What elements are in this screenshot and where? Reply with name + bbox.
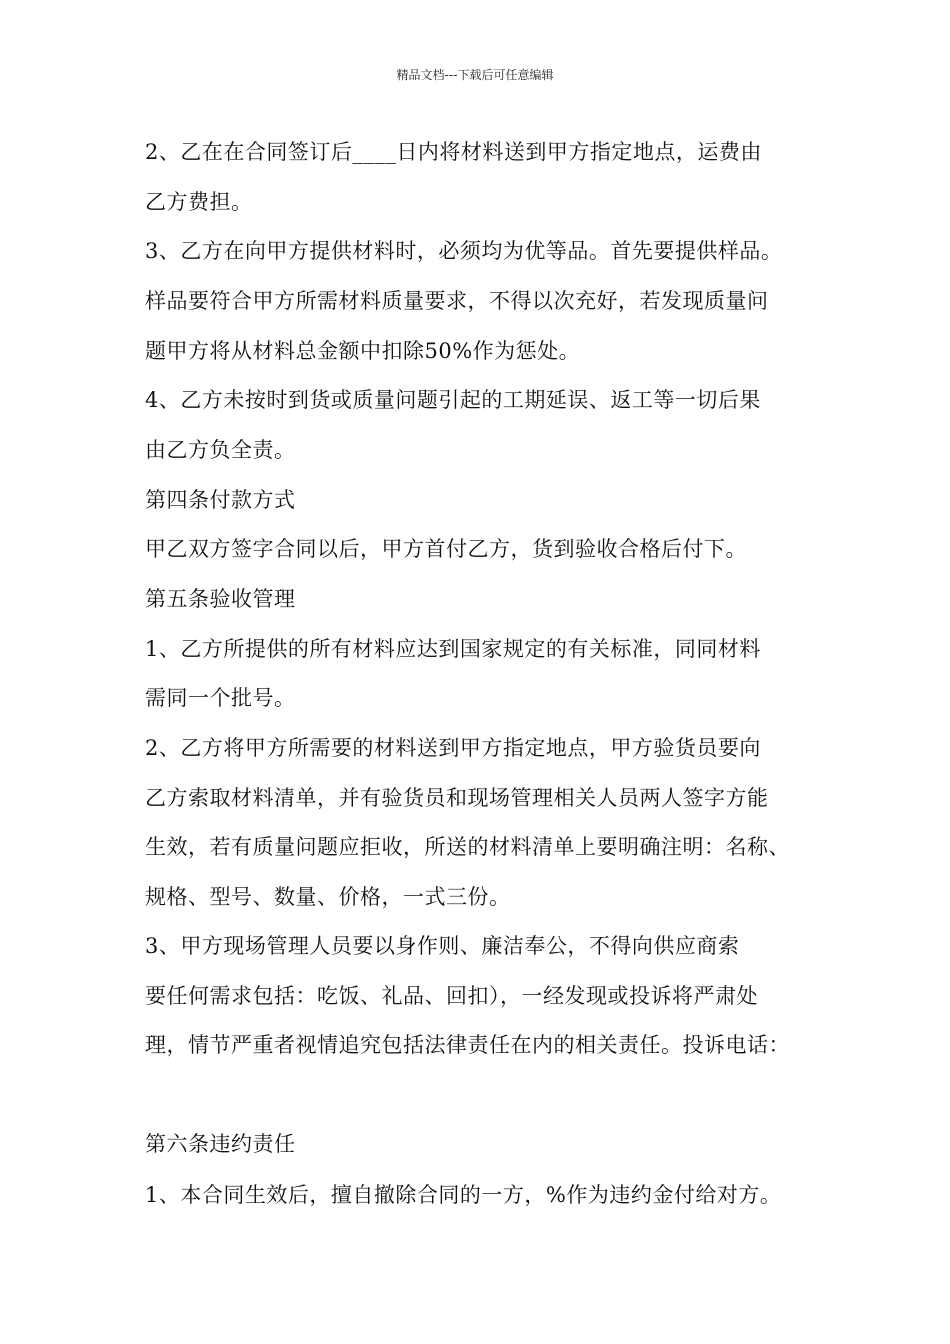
text-line: 4、乙方未按时到货或质量问题引起的工期延误、返工等一切后果 <box>145 388 761 412</box>
text-line: 1、本合同生效后，擅自撤除合同的一方，%作为违约金付给对方。 <box>145 1183 782 1207</box>
text-line: 甲乙双方签字合同以后，甲方首付乙方，货到验收合格后付下。 <box>145 537 747 561</box>
text-line: 乙方费担。 <box>145 190 253 214</box>
text-line: 3、乙方在向甲方提供材料时，必须均为优等品。首先要提供样品。 <box>145 239 783 263</box>
text-line: 1、乙方所提供的所有材料应达到国家规定的有关标准，同同材料 <box>145 637 761 661</box>
section-heading: 第六条违约责任 <box>145 1132 296 1156</box>
text-line: 规格、型号、数量、价格，一式三份。 <box>145 885 511 909</box>
section-heading: 第四条付款方式 <box>145 488 296 512</box>
text-line: 生效，若有质量问题应拒收，所送的材料清单上要明确注明：名称、 <box>145 835 790 859</box>
text-line: 题甲方将从材料总金额中扣除50%作为惩处。 <box>145 339 581 363</box>
text-line: 由乙方负全责。 <box>145 438 296 462</box>
text-line: 要任何需求包括：吃饭、礼品、回扣），一经发现或投诉将严肃处 <box>145 984 758 1008</box>
text-line: 理，情节严重者视情追究包括法律责任在内的相关责任。投诉电话： <box>145 1033 790 1057</box>
text-line: 乙方索取材料清单，并有验货员和现场管理相关人员两人签字方能 <box>145 786 769 810</box>
page-header: 精品文档---下载后可任意编辑 <box>396 68 554 82</box>
section-heading: 第五条验收管理 <box>145 587 296 611</box>
text-line: 需同一个批号。 <box>145 686 296 710</box>
text-line: 2、乙方将甲方所需要的材料送到甲方指定地点，甲方验货员要向 <box>145 736 761 760</box>
text-line: 2、乙在在合同签订后____日内将材料送到甲方指定地点，运费由 <box>145 140 762 164</box>
text-line: 3、甲方现场管理人员要以身作则、廉洁奉公，不得向供应商索 <box>145 934 740 958</box>
text-line: 样品要符合甲方所需材料质量要求，不得以次充好，若发现质量问 <box>145 289 769 313</box>
